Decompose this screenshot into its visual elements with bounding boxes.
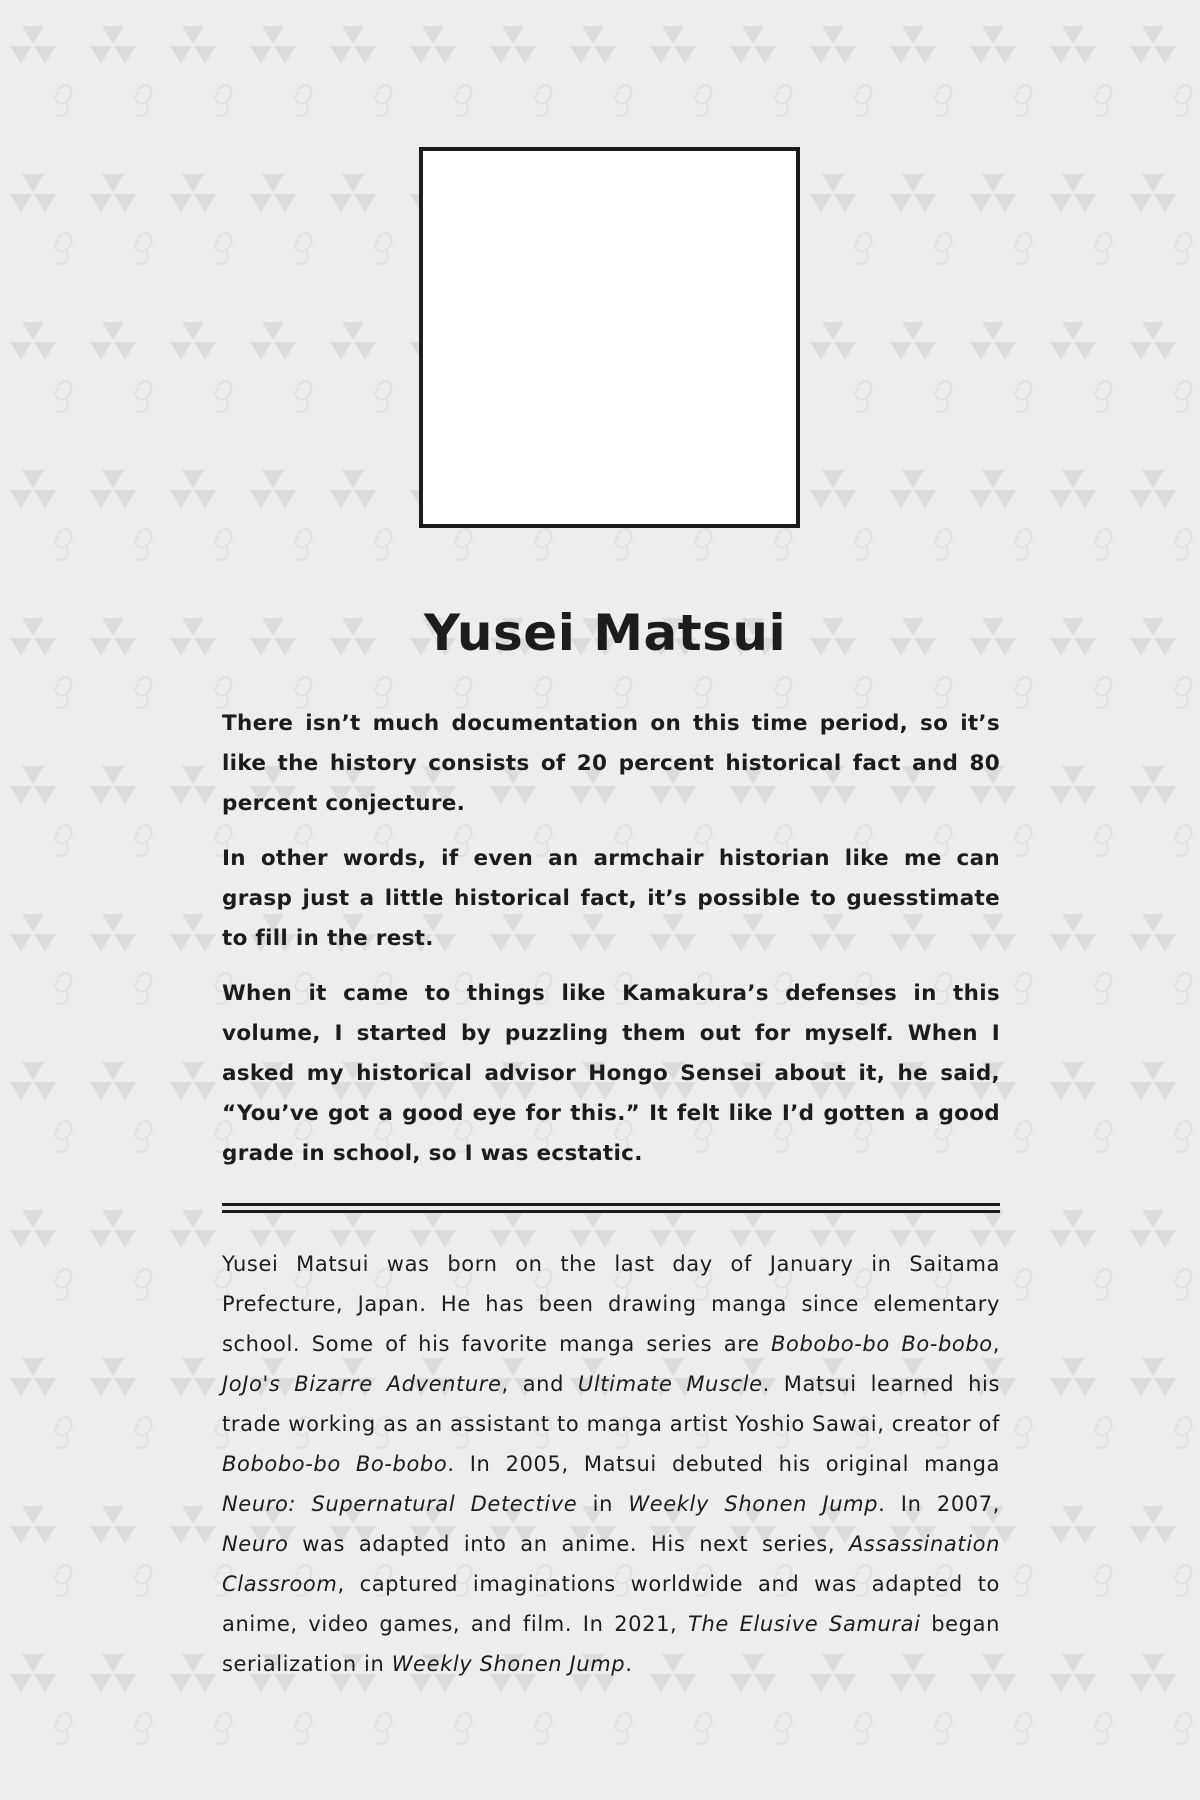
bio-title: Bobobo-bo Bo-bobo: [222, 1452, 448, 1476]
bio-title: Neuro: [222, 1532, 289, 1556]
author-comment: [222, 704, 1000, 1189]
comment-paragraph: There isn’t much documentation on this time period, so it’s like the history consists of 20 percent historical fact and 80 percent conjecture.: [222, 711, 1000, 816]
author-portrait-frame: [419, 147, 800, 528]
bio-text: . In 2007,: [878, 1492, 1000, 1516]
bio-text: . In 2005, Matsui debuted his original manga: [447, 1452, 1000, 1476]
author-biography: [222, 1244, 1000, 1684]
bio-title: Weekly Shonen Jump: [391, 1652, 626, 1676]
bio-text: , and: [501, 1372, 578, 1396]
bio-text: . Matsui learned his trade working as an assistant to manga artist Yoshio Sawai, creator of: [222, 1372, 1000, 1436]
bio-text: ,: [992, 1332, 1000, 1356]
bio-title: Assassination Classroom: [222, 1532, 1000, 1596]
comment-paragraph: When it came to things like Kamakura’s defenses in this volume, I started by puzzling them out for myself. When I asked my historical advisor Hongo Sensei about it, he said, “You’ve got a good eye for this.” It felt like I’d gotten a good grade in school, so I was ecstatic.: [222, 981, 1000, 1166]
author-name: Yusei Matsui: [423, 604, 787, 662]
bio-title: JoJo's Bizarre Adventure: [222, 1372, 502, 1396]
comment-paragraph: In other words, if even an armchair historian like me can grasp just a little historical fact, it’s possible to guesstimate to fill in the rest.: [222, 846, 1000, 951]
bio-text: Yusei Matsui was born on the last day of January in Saitama Prefecture, Japan. He has been drawing manga since elementary school. Some of his favorite manga series are: [222, 1252, 1000, 1356]
bio-text: , captured imaginations worldwide and was adapted to anime, video games, and film. In 2021,: [222, 1572, 1000, 1636]
bio-text: began serialization in: [222, 1612, 1000, 1676]
bio-title: Neuro: Supernatural Detective: [222, 1492, 578, 1516]
bio-text: was adapted into an anime. His next series,: [288, 1532, 849, 1556]
bio-text: .: [625, 1652, 633, 1676]
double-rule-divider: [222, 1203, 1000, 1213]
bio-title: The Elusive Samurai: [688, 1612, 921, 1636]
bio-title: Ultimate Muscle: [577, 1372, 763, 1396]
bio-text: in: [577, 1492, 629, 1516]
bio-title: Bobobo-bo Bo-bobo: [771, 1332, 993, 1356]
bio-title: Weekly Shonen Jump: [628, 1492, 879, 1516]
